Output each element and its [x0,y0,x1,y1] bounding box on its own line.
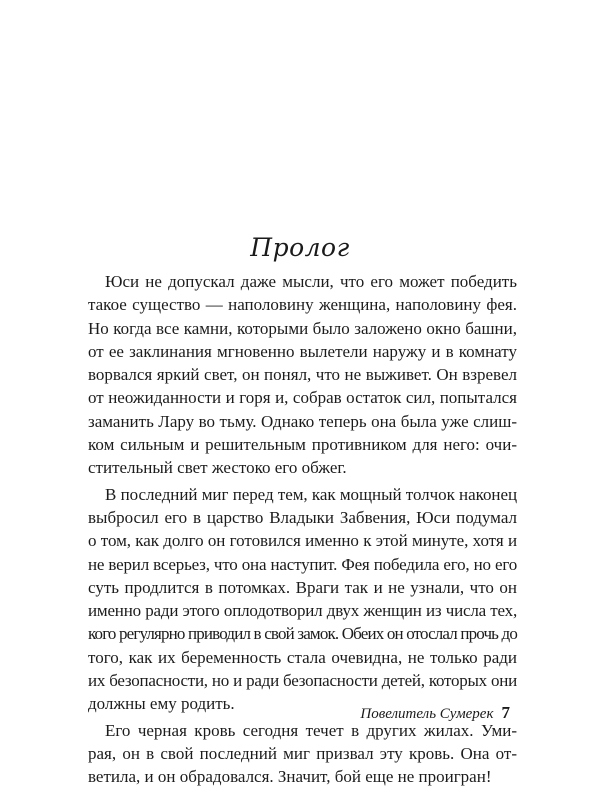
text-line: В последний миг перед тем, как мощный толчок наконец [105,484,517,504]
paragraph-1 [88,270,517,480]
text-line: ком сильным и решительным противником для него: очи- [88,435,517,455]
text-line: Его черная кровь сегодня течет в других жилах. Уми- [105,720,517,740]
text-line: такое существо — наполовину женщина, наполовину фея. [88,295,517,315]
text-line: не верил всерьез, что она наступит. Фея победила его, но его [88,554,517,574]
text-line: Но когда все камни, которыми было заложено окно башни, [88,318,517,338]
running-footer [360,703,510,723]
text-line: рая, он в свой последний миг призвал эту кровь. Она от- [88,743,517,763]
text-line: ветила, и он обрадовался. Значит, бой еще не проигран! [88,767,492,787]
text-line: о том, как долго он готовился именно к этой минуте, хотя и [88,531,517,551]
chapter-title: Пролог [250,233,350,262]
text-line: ворвался яркий свет, он понял, что не выживет. Он взревел [88,365,517,385]
text-line: заманить Лару во тьму. Однако теперь она была уже слиш- [88,411,517,431]
paragraph-3 [88,719,517,789]
text-line: Юси не допускал даже мысли, что его может победить [105,272,517,291]
text-line: именно ради этого оплодотворил двух женщин из числа тех, [88,601,517,621]
text-line: от ее заклинания мгновенно вылетели наружу и в комнату [88,341,517,361]
text-line: должны ему родить. [88,694,235,714]
text-line: их безопасности, но и ради безопасности детей, которых они [88,671,517,691]
text-line: суть продлится в потомках. Враги так и не узнали, что он [88,577,517,597]
page-number: 7 [501,703,510,722]
text-line: от неожиданности и горя и, собрав остаток сил, попытался [88,388,517,408]
book-title: Повелитель Сумерек [360,706,494,722]
paragraph-2 [88,483,517,716]
text-line: стительный свет жестоко его обжег. [88,458,347,478]
text-line: выбросил его в царство Владыки Забвения, Юси подумал [88,507,517,527]
text-line: кого регулярно приводил в свой замок. Обеих он отослал прочь до [88,624,517,644]
text-line: того, как их беременность стала очевидна, не только ради [88,647,517,667]
